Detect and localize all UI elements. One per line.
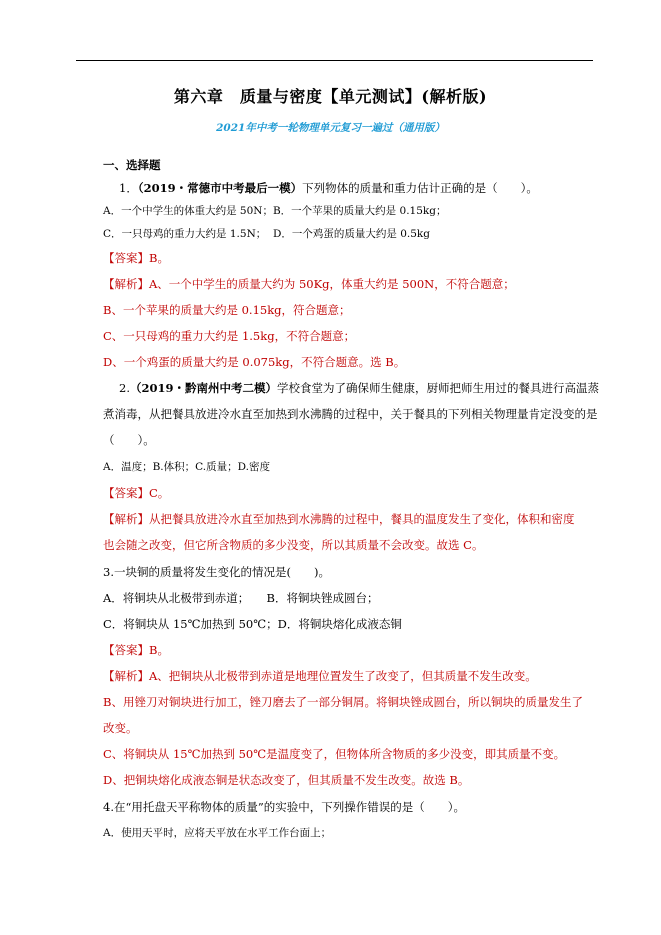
answer-2: 【答案】C。: [103, 486, 170, 500]
question-2: [119, 380, 599, 396]
analysis-1-line-2: B、一个苹果的质量大约是 0.15kg，符合题意；: [103, 303, 351, 317]
analysis-3-line-5: D、把铜块熔化成液态铜是状态改变了，但其质量不发生改变。故选 B。: [103, 773, 470, 787]
option-c: C．一只母鸡的重力大约是 1.5N；: [103, 228, 267, 240]
question-number: 1．: [119, 181, 138, 195]
question-1: [119, 180, 538, 196]
option-d: D．一个鸡蛋的质量大约是 0.5kg: [272, 228, 430, 240]
question-2-options: A．温度；B.体积；C.质量；D.密度: [103, 461, 271, 473]
page-subtitle: 2021年中考一轮物理单元复习一遍过（通用版）: [216, 122, 445, 134]
question-3-options-ab: A．将铜块从北极带到赤道； B．将铜块锉成圆台；: [103, 591, 379, 605]
analysis-1-line-3: C、一只母鸡的重力大约是 1.5kg，不符合题意；: [103, 329, 356, 343]
question-3-options-cd: C．将铜块从 15℃加热到 50℃；D．将铜块熔化成液态铜: [103, 617, 402, 631]
option-a: A．一个中学生的体重大约是 50N；: [103, 205, 273, 217]
header-rule: [76, 60, 593, 61]
answer-3: 【答案】B。: [103, 643, 169, 657]
analysis-3-line-1: 【解析】A、把铜块从北极带到赤道是地理位置发生了改变了，但其质量不发生改变。: [103, 669, 537, 683]
analysis-2-line-2: 也会随之改变，但它所含物质的多少没变，所以其质量不会改变。故选 C。: [103, 538, 484, 552]
analysis-3-line-4: C、将铜块从 15℃加热到 50℃是温度变了，但物体所含物质的多少没变，即其质量不变。: [103, 747, 566, 761]
question-4-option-a: A．使用天平时，应将天平放在水平工作台面上；: [103, 827, 332, 839]
question-number: 2.: [119, 381, 130, 395]
question-2-line-3: （ ）。: [103, 433, 155, 447]
question-source: （2019・黔南州中考二模）: [129, 381, 277, 395]
page-title: 第六章 质量与密度【单元测试】(解析版): [173, 87, 488, 106]
analysis-1-line-1: 【解析】A、一个中学生的质量大约为 50Kg，体重大约是 500N，不符合题意；: [103, 277, 515, 291]
question-3: 3.一块铜的质量将发生变化的情况是( )。: [103, 565, 330, 579]
question-2-line-2: 煮消毒，从把餐具放进冷水直至加热到水沸腾的过程中，关于餐具的下列相关物理量肯定没变的是: [103, 407, 598, 421]
analysis-3-line-2: B、用锉刀对铜块进行加工，锉刀磨去了一部分铜屑。将铜块锉成圆台，所以铜块的质量发生了: [103, 695, 583, 709]
analysis-1-line-4: D、一个鸡蛋的质量大约是 0.075kg，不符合题意。选 B。: [103, 355, 406, 369]
analysis-3-line-3: 改变。: [103, 721, 138, 735]
analysis-2-line-1: 【解析】从把餐具放进冷水直至加热到水沸腾的过程中，餐具的温度发生了变化，体积和密度: [103, 512, 575, 526]
option-b: B．一个苹果的质量大约是 0.15kg；: [272, 205, 447, 217]
question-stem: 下列物体的质量和重力估计正确的是（ ）。: [302, 181, 538, 195]
section-heading: 一、选择题: [103, 158, 161, 172]
answer-1: 【答案】B。: [103, 251, 169, 265]
question-1-options-cd: [103, 226, 430, 242]
question-stem: 学校食堂为了确保师生健康，厨师把师生用过的餐具进行高温蒸: [277, 381, 599, 395]
question-source: （2019・常德市中考最后一模）: [137, 181, 303, 195]
question-1-options-ab: [103, 203, 447, 219]
question-4: 4.在“用托盘天平称物体的质量”的实验中，下列操作错误的是（ ）。: [103, 800, 465, 814]
